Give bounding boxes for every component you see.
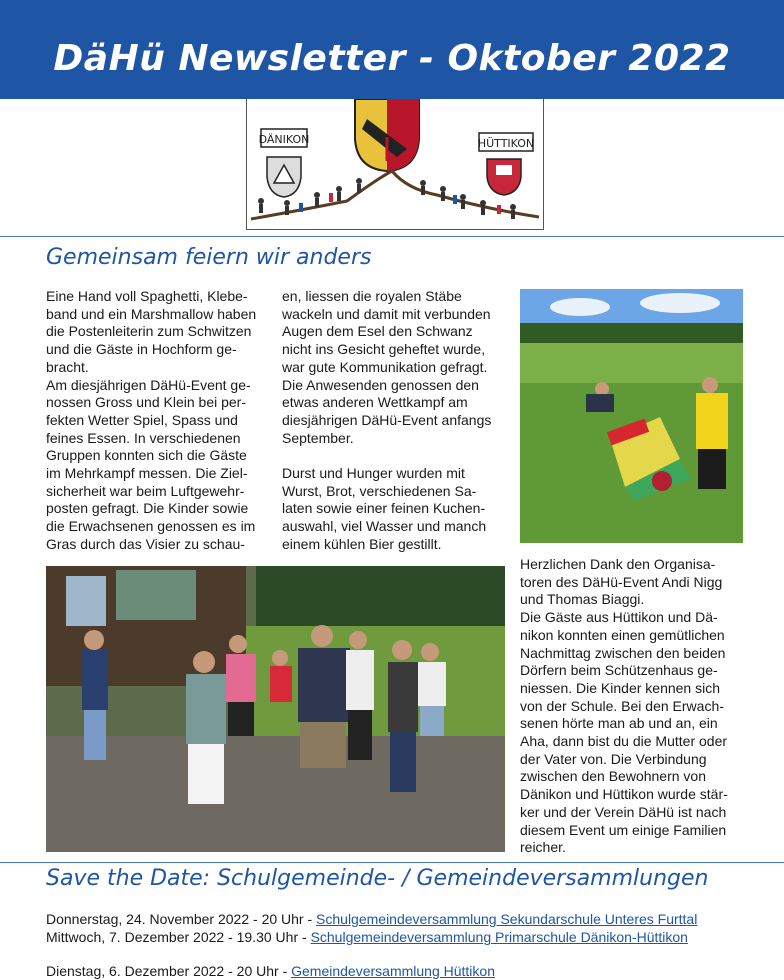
text-line: und die Gäste in Hochform ge-: [46, 341, 237, 358]
text-line: etwas anderen Wettkampf am: [282, 394, 468, 411]
divider: [0, 236, 784, 237]
text-line: Nachmittag zwischen den beiden: [520, 644, 726, 661]
date-entry: [46, 910, 697, 928]
section-title-event: Gemeinsam feiern wir anders: [46, 245, 372, 270]
text-line: nicht ins Gesicht geheftet wurde,: [282, 341, 486, 358]
newsletter-title: DäHü Newsletter - Oktober 2022: [53, 38, 731, 79]
meeting-link[interactable]: Schulgemeindeversammlung Sekundarschule Unteres Furttal: [316, 911, 698, 927]
text-line: zwischen den Bewohnern von: [520, 768, 707, 785]
text-line: September.: [282, 429, 354, 446]
text-line: en, liessen die royalen Stäbe: [282, 288, 462, 304]
text-line: nikon konnten einen gemütlichen: [520, 626, 725, 643]
text-line: ker und der Verein DäHü ist nach: [520, 803, 727, 820]
text-line: Gruppen konnten sich die Gäste: [46, 447, 247, 464]
photo-group-event: [46, 566, 505, 852]
text-line: bracht.: [46, 358, 89, 375]
text-line: niessen. Die Kinder kennen sich: [520, 679, 721, 696]
text-line: Am diesjährigen DäHü-Event ge-: [46, 376, 251, 393]
text-line: Durst und Hunger wurden mit: [282, 465, 465, 482]
date-text: Mittwoch, 7. Dezember 2022 - 19.30 Uhr -: [46, 929, 311, 945]
text-line: Eine Hand voll Spaghetti, Klebe-: [46, 288, 248, 304]
text-line: Dänikon und Hüttikon wurde stär-: [520, 786, 728, 803]
text-line: laten sowie einer feinen Kuchen-: [282, 500, 486, 517]
date-entry: [46, 962, 697, 980]
date-text: Dienstag, 6. Dezember 2022 - 20 Uhr -: [46, 963, 292, 979]
text-line: toren des DäHü-Event Andi Nigg: [520, 573, 723, 590]
text-line: fekten Wetter Spiel, Spass und: [46, 411, 238, 428]
text-line: die Postenleiterin zum Schwitzen: [46, 323, 252, 340]
text-line: diesem Event um einige Familien: [520, 821, 727, 838]
meeting-link[interactable]: Gemeindeversammlung Hüttikon: [291, 963, 495, 979]
text-line: Die Gäste aus Hüttikon und Dä-: [520, 609, 718, 626]
logo-drawing: [247, 99, 543, 229]
photo-lawn-game-image: [520, 289, 743, 543]
text-line: im Mehrkampf messen. Die Ziel-: [46, 465, 248, 482]
article-column-2: [282, 288, 510, 554]
logo-right-label: HÜTTIKON: [477, 137, 535, 150]
text-line: senen hörte man ab und an, ein: [520, 715, 718, 732]
text-line: Augen dem Esel den Schwanz: [282, 323, 473, 340]
divider: [0, 862, 784, 863]
text-line: von der Schule. Bei den Erwach-: [520, 697, 724, 714]
text-line: und Thomas Biaggi.: [520, 591, 645, 608]
text-line: Dörfern beim Schützenhaus ge-: [520, 662, 718, 679]
text-line: band und ein Marshmallow haben: [46, 305, 257, 322]
text-line: nossen Gross und Klein bei per-: [46, 394, 246, 411]
date-entry: [46, 928, 697, 946]
text-line: die Erwachsenen genossen es im: [46, 518, 256, 535]
text-line: reicher.: [520, 839, 566, 856]
date-text: Donnerstag, 24. November 2022 - 20 Uhr -: [46, 911, 317, 927]
text-line: auswahl, viel Wasser und manch: [282, 518, 487, 535]
text-line: posten gefragt. Die Kinder sowie: [46, 500, 249, 517]
dates-list: [46, 910, 697, 980]
header-banner: [0, 0, 784, 99]
text-line: Herzlichen Dank den Organisa-: [520, 556, 716, 572]
dahu-logo-illustration: [246, 99, 544, 230]
text-line: einem kühlen Bier gestillt.: [282, 535, 442, 552]
text-line: Aha, dann bist du die Mutter oder: [520, 733, 728, 750]
logo-left-label: DÄNIKON: [258, 133, 310, 146]
text-line: diesjährigen DäHü-Event anfangs: [282, 411, 492, 428]
text-line: Die Anwesenden genossen den: [282, 376, 479, 393]
meeting-link[interactable]: Schulgemeindeversammlung Primarschule Dänikon-Hüttikon: [310, 929, 688, 945]
section-title-save-the-date: Save the Date: Schulgemeinde- / Gemeindeversammlungen: [46, 866, 709, 891]
text-line: Wurst, Brot, verschiedenen Sa-: [282, 482, 477, 499]
photo-lawn-game: [520, 289, 743, 543]
photo-group-event-image: [46, 566, 505, 852]
text-line: wackeln und damit mit verbunden: [282, 305, 491, 322]
text-line: Gras durch das Visier zu schau-: [46, 535, 245, 552]
text-line: sicherheit war beim Luftgewehr-: [46, 482, 245, 499]
text-line: war gute Kommunikation gefragt.: [282, 358, 488, 375]
text-line: feines Essen. In verschiedenen: [46, 429, 241, 446]
article-column-3: [520, 556, 760, 857]
article-column-1: [46, 288, 274, 554]
text-line: der Vater von. Die Verbindung: [520, 750, 707, 767]
